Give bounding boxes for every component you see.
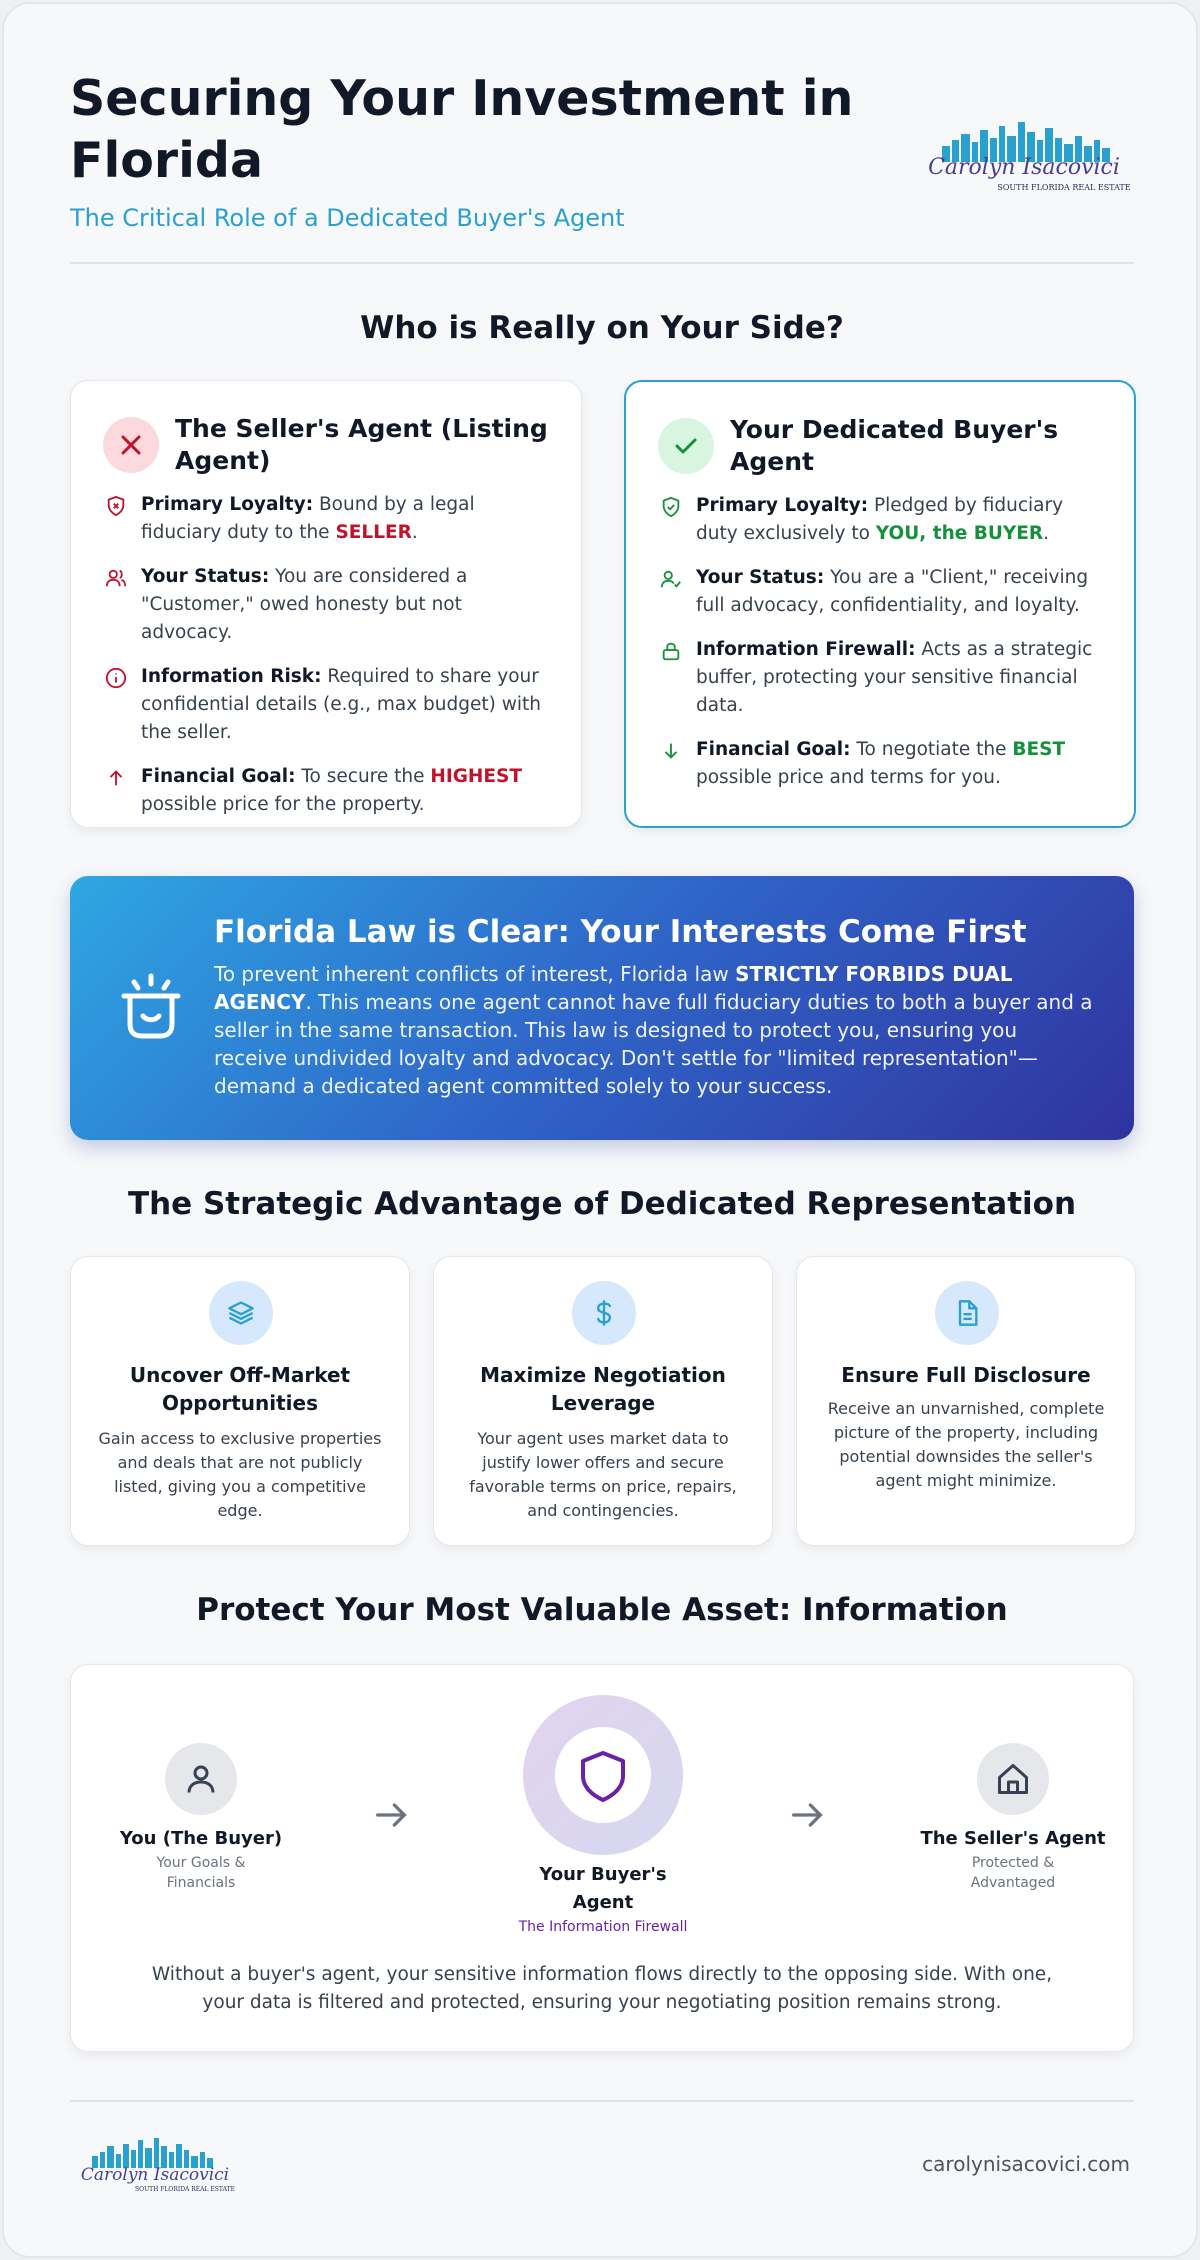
svg-text:SOUTH FLORIDA REAL ESTATE: SOUTH FLORIDA REAL ESTATE	[135, 2186, 235, 2193]
list-item: Financial Goal: To negotiate the BEST possible price and terms for you.	[658, 736, 1106, 792]
advantage-title: Maximize Negotiation Leverage	[480, 1363, 726, 1415]
list-item: Primary Loyalty: Bound by a legal fiduciary duty to the SELLER.	[103, 491, 553, 547]
user-check-icon	[660, 568, 682, 590]
buyer-agent-card	[624, 380, 1136, 828]
advantage-title: Uncover Off-Market Opportunities	[129, 1363, 351, 1415]
seller-card-title: The Seller's Agent (Listing Agent)	[175, 414, 548, 475]
shield-check-icon	[660, 496, 682, 518]
header	[70, 68, 1134, 268]
list-item: Your Status: You are a "Client," receiving full advocacy, confidentiality, and loyalty.	[658, 564, 1106, 620]
advantage-text: Receive an unvarnished, complete picture of the property, including potential downsides the seller's agent might minimize.	[827, 1399, 1105, 1490]
arrow-right-icon	[787, 1795, 827, 1835]
arrow-down-icon	[660, 740, 682, 762]
comparison-heading: Who is Really on Your Side?	[360, 310, 844, 346]
shield-icon	[549, 1721, 657, 1829]
divider	[70, 262, 1134, 264]
buyer-agent-node: Your Buyer's Agent The Information Firewall	[483, 1695, 723, 1937]
advantage-text: Gain access to exclusive properties and deals that are not publicly listed, giving you a competitive edge.	[98, 1429, 382, 1520]
arrow-right-icon	[371, 1795, 411, 1835]
buyer-card-title: Your Dedicated Buyer's Agent	[730, 415, 1059, 476]
page	[2, 2, 1198, 2258]
check-icon	[658, 418, 714, 474]
svg-text:SOUTH FLORIDA REAL ESTATE: SOUTH FLORIDA REAL ESTATE	[997, 183, 1131, 192]
advantage-title: Ensure Full Disclosure	[841, 1363, 1091, 1387]
svg-text:Carolyn Isacovici: Carolyn Isacovici	[80, 2165, 230, 2185]
footer-logo	[70, 2134, 240, 2194]
information-flow-panel	[70, 1664, 1134, 2052]
page-subtitle: The Critical Role of a Dedicated Buyer's Agent	[70, 204, 625, 232]
dollar-icon	[572, 1281, 636, 1345]
shield-x-icon	[105, 495, 127, 517]
divider	[70, 2100, 1134, 2102]
advantage-card	[70, 1256, 410, 1546]
list-item: Primary Loyalty: Pledged by fiduciary duty exclusively to YOU, the BUYER.	[658, 492, 1106, 548]
arrow-up-icon	[105, 767, 127, 789]
advantage-text: Your agent uses market data to justify lower offers and secure favorable terms on price, repairs, and contingencies.	[469, 1429, 737, 1520]
seller-agent-node: The Seller's Agent Protected & Advantaged	[913, 1743, 1113, 1893]
svg-text:Carolyn Isacovici: Carolyn Isacovici	[928, 155, 1120, 180]
advantages-heading: The Strategic Advantage of Dedicated Representation	[127, 1186, 1077, 1222]
document-icon	[935, 1281, 999, 1345]
lock-icon	[660, 640, 682, 662]
list-item: Information Firewall: Acts as a strategic buffer, protecting your sensitive financial data.	[658, 636, 1106, 720]
advantage-card	[433, 1256, 773, 1546]
banner-title: Florida Law is Clear: Your Interests Come First	[214, 914, 1027, 950]
information-text: Without a buyer's agent, your sensitive information flows directly to the opposing side. With one, your data is filtered and protected, ensuring your negotiating position remains strong.	[151, 1964, 1053, 2013]
info-icon	[105, 667, 127, 689]
advantage-card	[796, 1256, 1136, 1546]
footer-url-link[interactable]: carolynisacovici.com	[922, 2152, 1130, 2176]
scale-icon	[116, 972, 186, 1042]
firewall-ring	[523, 1695, 683, 1855]
list-item: Information Risk: Required to share your confidential details (e.g., max budget) with the seller.	[103, 663, 553, 747]
page-title: Securing Your Investment in Florida	[70, 70, 854, 189]
close-icon	[103, 417, 159, 473]
company-logo	[914, 110, 1134, 200]
information-heading: Protect Your Most Valuable Asset: Information	[196, 1592, 1008, 1628]
list-item: Financial Goal: To secure the HIGHEST possible price for the property.	[103, 763, 553, 819]
users-icon	[105, 567, 127, 589]
list-item: Your Status: You are considered a "Customer," owed honesty but not advocacy.	[103, 563, 553, 647]
user-icon	[165, 1743, 237, 1815]
florida-law-banner	[70, 876, 1134, 1140]
buyer-node: You (The Buyer) Your Goals & Financials	[101, 1743, 301, 1893]
banner-text: To prevent inherent conflicts of interest, Florida law STRICTLY FORBIDS DUAL AGENCY. This means one agent cannot have full fiduciary duties to both a buyer and a seller in the same transaction. This law is designed to protect you, ensuring you receive undivided loyalty and advocacy. Don't settle for "limited representation"—demand a dedicated agent committed solely to your success.	[214, 962, 1093, 1098]
seller-agent-card	[70, 380, 582, 828]
home-icon	[977, 1743, 1049, 1815]
layers-icon	[209, 1281, 273, 1345]
